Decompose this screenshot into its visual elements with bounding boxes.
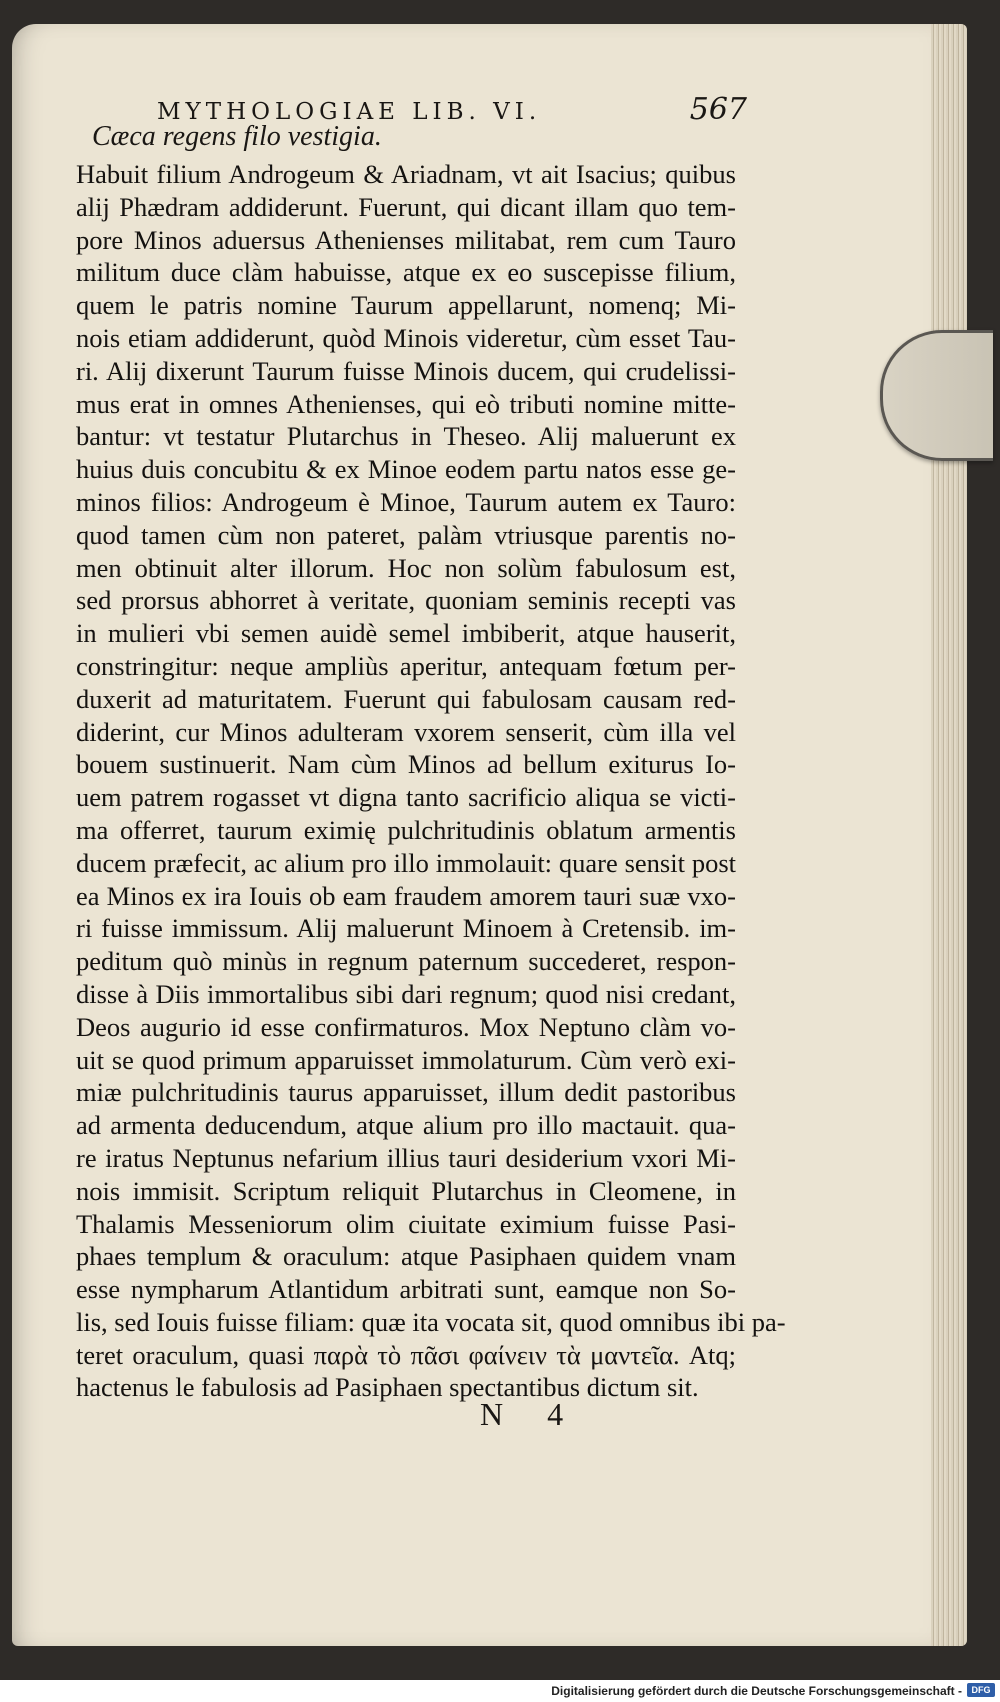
text-line: bouem sustinuerit. Nam cùm Minos ad bellum exiturus Io- <box>76 749 736 780</box>
text-line: Thalamis Messeniorum olim ciuitate eximium fuisse Pasi- <box>76 1208 736 1239</box>
text-line: bantur: vt testatur Plutarchus in Theseo. Alij maluerunt ex <box>76 421 736 452</box>
footer-text: Digitalisierung gefördert durch die Deutsche Forschungsgemeinschaft - <box>551 1684 962 1698</box>
page-edges <box>931 24 967 1646</box>
text-line: constringitur: neque ampliùs aperitur, antequam fœtum per- <box>76 650 736 681</box>
text-line: ri fuisse immissum. Alij maluerunt Minoem à Cretensib. im- <box>76 913 736 944</box>
text-line: quem le patris nomine Taurum appellarunt, nomenq; Mi- <box>76 290 736 321</box>
bookmark-tab <box>880 330 993 461</box>
body-text <box>76 158 786 1404</box>
text-line: teret oraculum, quasi παρὰ τὸ πᾶσι φαίνειν τὰ μαντεῖα. Atq; <box>76 1339 736 1370</box>
text-line: alij Phædram addiderunt. Fuerunt, qui dicant illam quo tem- <box>76 191 736 222</box>
text-line: esse nympharum Atlantidum arbitrati sunt, eamque non So- <box>76 1274 736 1305</box>
text-line: ma offerret, taurum eximię pulchritudinis oblatum armentis <box>76 814 736 845</box>
text-line: mus erat in omnes Athenienses, qui eò tributi nomine mitte- <box>76 388 736 419</box>
running-title: MYTHOLOGIAE LIB. VI. <box>157 99 542 125</box>
motto: Cæca regens filo vestigia. <box>92 121 382 152</box>
text-line: lis, sed Iouis fuisse filiam: quæ ita vocata sit, quod omnibus ibi pa- <box>76 1306 786 1337</box>
text-line: peditum quò minùs in regnum paternum succederet, respon- <box>76 946 736 977</box>
text-line: disse à Diis immortalibus sibi dari regnum; quod nisi credant, <box>76 978 736 1009</box>
text-line: re iratus Neptunus nefarium illius tauri desiderium vxori Mi- <box>76 1142 736 1173</box>
text-line: quod tamen cùm non pateret, palàm vtriusque parentis no- <box>76 519 736 550</box>
text-line: Deos augurio id esse confirmaturos. Mox Neptuno clàm vo- <box>76 1011 736 1042</box>
text-line: in mulieri vbi semen auidè semel imbiberit, atque hauserit, <box>76 618 736 649</box>
text-line: diderint, cur Minos adulteram vxorem senserit, cùm illa vel <box>76 716 736 747</box>
text-line: men obtinuit alter illorum. Hoc non solùm fabulosum est, <box>76 552 736 583</box>
text-line: nois immisit. Scriptum reliquit Plutarchus in Cleomene, in <box>76 1175 736 1206</box>
book-page <box>12 24 967 1646</box>
text-line: hactenus le fabulosis ad Pasiphaen spectantibus dictum sit. <box>76 1372 699 1403</box>
text-line: uit se quod primum apparuisset immolaturum. Cùm verò exi- <box>76 1044 736 1075</box>
text-line: pore Minos aduersus Athenienses militabat, rem cum Tauro <box>76 224 736 255</box>
dfg-logo: DFG <box>967 1683 995 1697</box>
text-line: miæ pulchritudinis taurus apparuisset, illum dedit pastoribus <box>76 1077 736 1108</box>
text-line: militum duce clàm habuisse, atque ex eo suscepisse filium, <box>76 257 736 288</box>
page-number: 567 <box>689 92 747 127</box>
text-line: nois etiam addiderunt, quòd Minois videretur, cùm esset Tau- <box>76 322 736 353</box>
text-line: ducem præfecit, ac alium pro illo immolauit: quare sensit post <box>76 847 736 878</box>
text-line: ea Minos ex ira Iouis ob eam fraudem amorem tauri suæ vxo- <box>76 880 736 911</box>
text-line: ri. Alij dixerunt Taurum fuisse Minois ducem, qui crudelissi- <box>76 355 736 386</box>
text-line: minos filios: Androgeum è Minoe, Taurum autem ex Tauro: <box>76 486 736 517</box>
text-line: phaes templum & oraculum: atque Pasiphaen quidem vnam <box>76 1241 736 1272</box>
text-line: duxerit ad maturitatem. Fuerunt qui fabulosam causam red- <box>76 683 736 714</box>
text-line: Habuit filium Androgeum & Ariadnam, vt ait Isacius; quibus <box>76 159 736 189</box>
text-line: ad armenta deducendum, atque alium pro illo mactauit. qua- <box>76 1110 736 1141</box>
footer-bar <box>0 1680 1000 1702</box>
text-line: uem patrem rogasset vt digna tanto sacrificio aliqua se victi- <box>76 782 736 813</box>
text-line: huius duis concubitu & ex Minoe eodem partu natos esse ge- <box>76 454 736 485</box>
signature-mark: N 4 <box>480 1396 582 1432</box>
text-line: sed prorsus abhorret à veritate, quoniam seminis recepti vas <box>76 585 736 616</box>
